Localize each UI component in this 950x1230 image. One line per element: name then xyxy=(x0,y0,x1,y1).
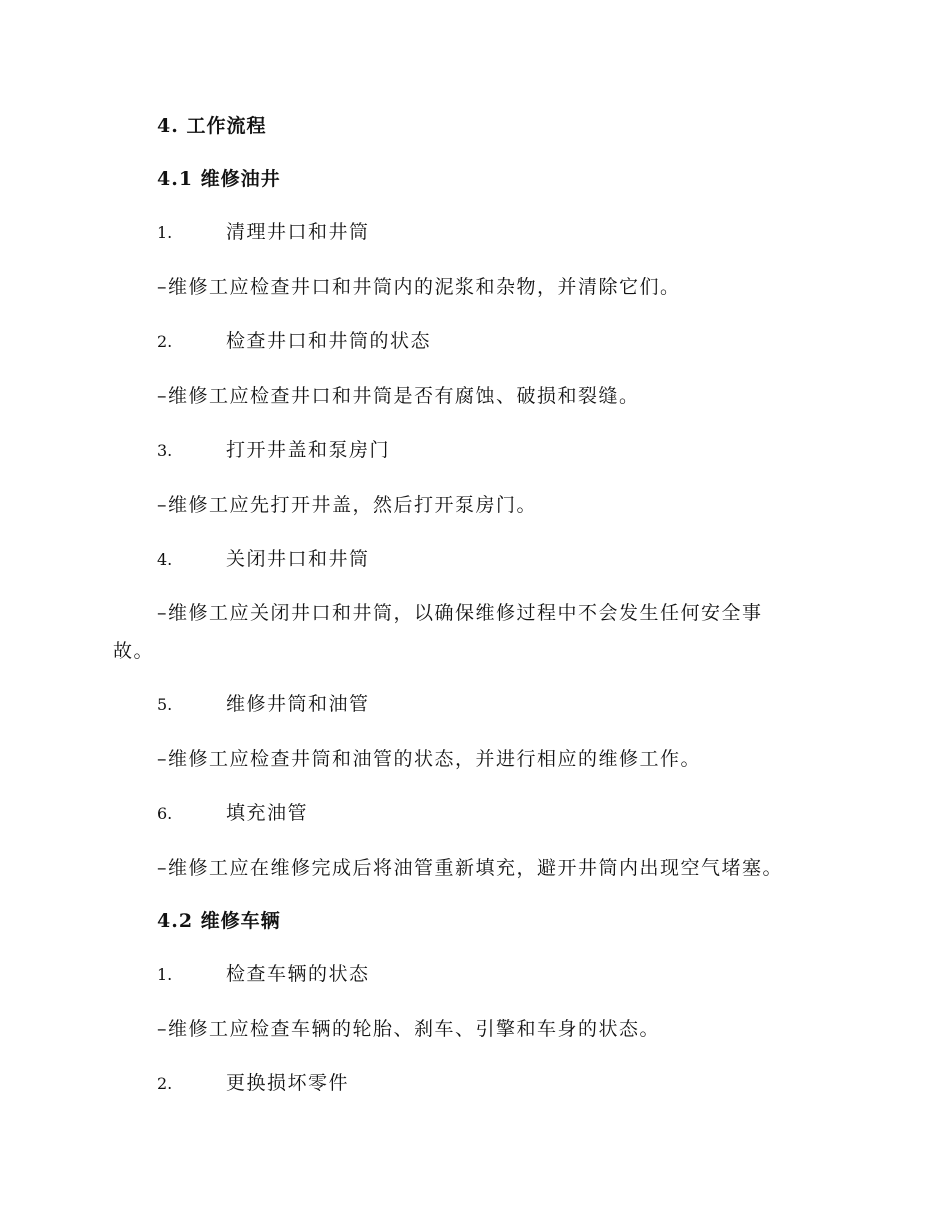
item-title: 检查车辆的状态 xyxy=(226,963,370,985)
item-description: –维修工应先打开井盖，然后打开泵房门。 xyxy=(157,494,538,516)
item-description: –维修工应检查车辆的轮胎、刹车、引擎和车身的状态。 xyxy=(157,1018,661,1040)
item-number: 1. xyxy=(157,965,173,984)
item-number: 5. xyxy=(157,695,173,714)
item-description: –维修工应检查井口和井筒是否有腐蚀、破损和裂缝。 xyxy=(157,385,640,407)
item-description: –维修工应检查井筒和油管的状态，并进行相应的维修工作。 xyxy=(157,748,702,770)
item-title: 填充油管 xyxy=(226,802,309,824)
item-number: 2. xyxy=(157,1074,173,1093)
item-description: –维修工应检查井口和井筒内的泥浆和杂物，并清除它们。 xyxy=(157,276,681,298)
item-title: 维修井筒和油管 xyxy=(226,693,370,715)
subsection-heading-4-1: 4.1 维修油井 xyxy=(157,168,281,190)
item-number: 3. xyxy=(157,441,173,460)
item-number: 4. xyxy=(157,550,173,569)
item-description: –维修工应在维修完成后将油管重新填充，避开井筒内出现空气堵塞。 xyxy=(157,857,784,879)
item-title: 检查井口和井筒的状态 xyxy=(226,330,432,352)
item-number: 2. xyxy=(157,332,173,351)
section-heading: 4. 工作流程 xyxy=(157,115,267,137)
item-title: 关闭井口和井筒 xyxy=(226,548,370,570)
item-title: 打开井盖和泵房门 xyxy=(226,439,391,461)
item-title: 清理井口和井筒 xyxy=(226,221,370,243)
item-number: 6. xyxy=(157,804,173,823)
item-description: –维修工应关闭井口和井筒，以确保维修过程中不会发生任何安全事 xyxy=(157,602,763,624)
item-title: 更换损坏零件 xyxy=(226,1072,350,1094)
item-number: 1. xyxy=(157,223,173,242)
subsection-heading-4-2: 4.2 维修车辆 xyxy=(157,910,281,932)
item-description-continuation: 故。 xyxy=(113,640,155,662)
